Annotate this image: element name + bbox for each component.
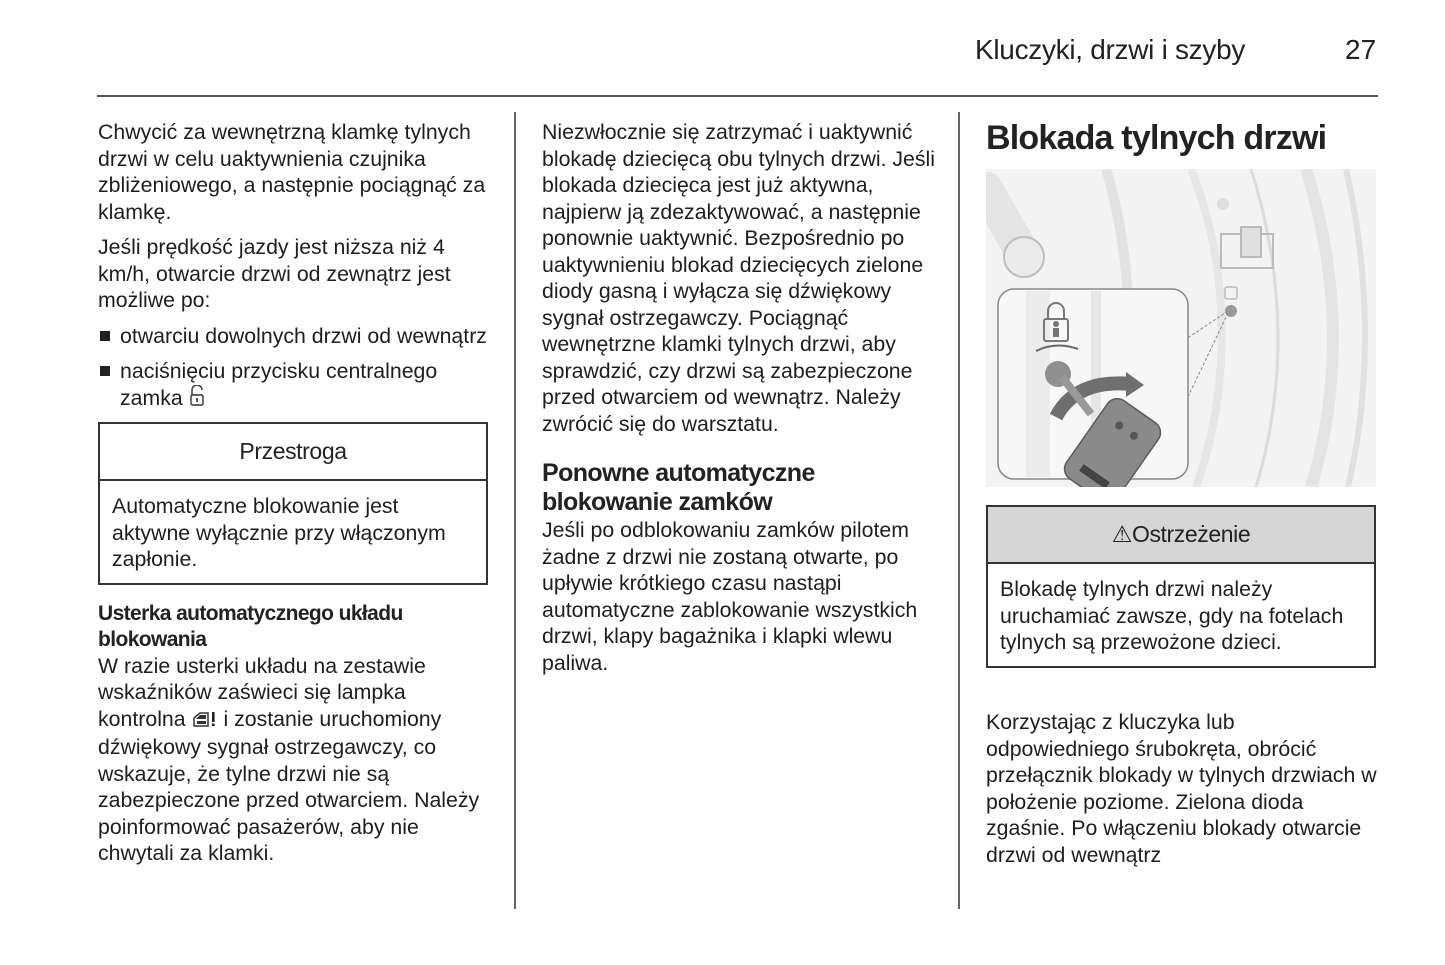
relock-heading: Ponowne automatyczne blokowanie zamków — [542, 459, 815, 516]
paragraph: Chwycić za wewnętrzną klamkę tylnych drzwi w celu uaktywnienia czujnika zbliżeniowego, a następnie pociągnąć za klamkę. — [98, 120, 486, 224]
paragraph: Korzystając z kluczyka lub odpowiedniego śrubokręta, obrócić przełącznik blokady w tylnych drzwiach w położenie poziome. Zielona dioda zgaśnie. Po włączeniu blokady otwarcie drzwi od wewnątrz — [986, 710, 1377, 867]
column-1 — [98, 119, 498, 867]
door-lock-warning-icon — [192, 708, 218, 735]
warning-triangle-icon: ⚠ — [1111, 521, 1132, 547]
section-title: Kluczyki, drzwi i szyby — [975, 34, 1246, 65]
column-divider-1 — [514, 112, 516, 909]
bullet-list — [98, 323, 498, 414]
bullet-square-icon — [100, 331, 110, 341]
child-lock-illustration — [986, 169, 1376, 487]
column-divider-2 — [958, 112, 960, 909]
caution-body: Automatyczne blokowanie jest aktywne wyłącznie przy włączonym zapłonie. — [112, 494, 446, 571]
list-item: otwarciu dowolnych drzwi od wewnątrz — [98, 323, 498, 350]
bullet-square-icon — [100, 366, 110, 376]
fault-paragraph: W razie usterki układu na zestawie wskaźników zaświeci się lampka kontrolna i zostanie uruchomiony dźwiękowy sygnał ostrzegawczy, co wskazuje, że tylne drzwi nie są zabezpieczone przed otwarciem. Należy poinformować pasażerów, aby nie chwytali za klamki. — [98, 653, 480, 865]
page-number: 27 — [1345, 34, 1377, 65]
list-item: naciśnięciu przycisku centralnego zamka — [98, 358, 498, 413]
section-heading: Blokada tylnych drzwi — [986, 119, 1327, 157]
warning-header — [988, 507, 1374, 564]
warning-title: Ostrzeżenie — [1131, 521, 1251, 547]
paragraph: Jeśli prędkość jazdy jest niższa niż 4 km/h, otwarcie drzwi od zewnątrz jest możliwe po: — [98, 235, 451, 312]
relock-paragraph: Jeśli po odblokowaniu zamków pilotem żadne z drzwi nie zostaną otwarte, po upływie krótkiego czasu nastąpi automatyczne zablokowanie wszystkich drzwi, klapy bagażnika i klapki wlewu paliwa. — [542, 518, 918, 675]
warning-body: Blokadę tylnych drzwi należy uruchamiać zawsze, gdy na fotelach tylnych są przewożone dzieci. — [1000, 577, 1344, 654]
unlock-padlock-icon — [189, 385, 205, 414]
caution-title: Przestroga — [100, 424, 486, 481]
column-3-text — [986, 709, 1378, 877]
column-2 — [542, 119, 942, 676]
paragraph: Niezwłocznie się zatrzymać i uaktywnić blokadę dziecięcą obu tylnych drzwi. Jeśli blokada dziecięca jest już aktywna, najpierw ją zdezaktywować, a następnie ponownie uaktywnić. Bezpośrednio po uaktywnieniu blokad dziecięcych zielone diody gasną i wyłącza się dźwiękowy sygnał ostrzegawczy. Pociągnąć wewnętrzne klamki tylnych drzwi, aby sprawdzić, czy drzwi są zabezpieczone przed otwarciem od wewnątrz. Należy zwrócić się do warsztatu. — [542, 120, 936, 436]
caution-box — [98, 422, 488, 585]
fault-heading: Usterka automatycznego układu blokowania — [98, 601, 403, 651]
warning-box — [986, 505, 1376, 668]
header-rule — [97, 95, 1378, 97]
